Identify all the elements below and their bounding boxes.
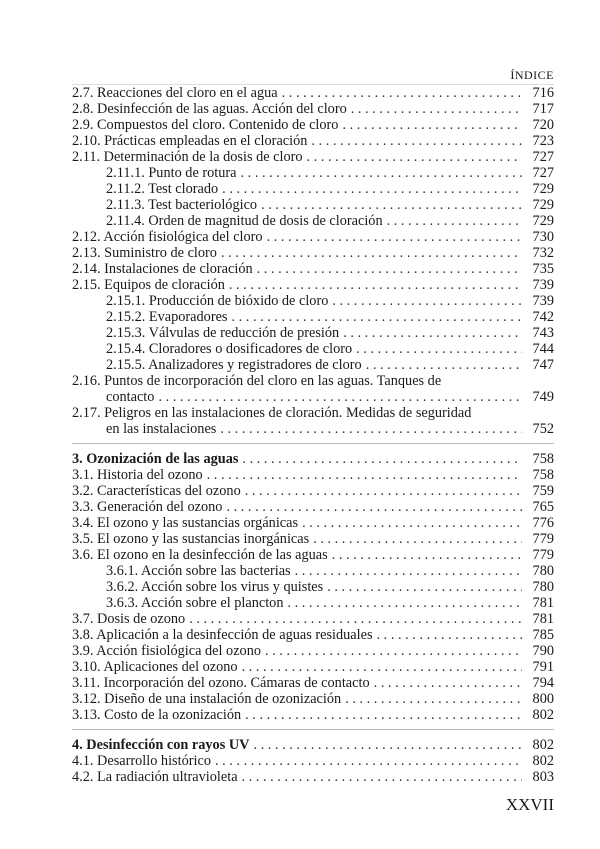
toc-line [72, 389, 554, 405]
entry-title: 3.9. Acción fisiológica del ozono [72, 643, 261, 659]
toc-line [72, 149, 554, 165]
entry-page-number: 752 [532, 421, 554, 437]
dot-leader [332, 293, 522, 309]
dot-leader [374, 675, 522, 691]
entry-page-number: 803 [532, 769, 554, 785]
entry-title: 2.15.5. Analizadores y registradores de cloro [106, 357, 362, 373]
toc-entry[interactable] [72, 197, 554, 213]
toc-line [72, 341, 554, 357]
toc-entry[interactable] [72, 579, 554, 595]
entry-title: en las instalaciones [106, 421, 217, 437]
toc-line [72, 261, 554, 277]
toc-entry[interactable] [72, 293, 554, 309]
toc-line [72, 659, 554, 675]
entry-title: 3.6.1. Acción sobre las bacterias [106, 563, 291, 579]
toc-line [72, 595, 554, 611]
entry-title: 3.4. El ozono y las sustancias orgánicas [72, 515, 299, 531]
toc-line [72, 325, 554, 341]
toc-entry[interactable] [72, 277, 554, 293]
entry-page-number: 802 [532, 707, 554, 723]
dot-leader [220, 421, 522, 437]
toc-line [72, 627, 554, 643]
dot-leader [282, 85, 522, 101]
toc-line [72, 277, 554, 293]
entry-title: 2.11. Determinación de la dosis de cloro [72, 149, 303, 165]
entry-title: 2.11.1. Punto de rotura [106, 165, 237, 181]
entry-page-number: 739 [532, 277, 554, 293]
dot-leader [351, 101, 522, 117]
toc-line [72, 85, 554, 101]
dot-leader [313, 531, 522, 547]
toc-entry[interactable] [72, 675, 554, 691]
toc-entry[interactable] [72, 483, 554, 499]
toc-line [72, 309, 554, 325]
toc-line [72, 499, 554, 515]
toc-entry[interactable] [72, 547, 554, 563]
toc-entry[interactable] [72, 325, 554, 341]
entry-title: contacto [106, 389, 155, 405]
entry-title: 2.11.3. Test bacteriológico [106, 197, 258, 213]
dot-leader [242, 769, 522, 785]
dot-leader [302, 515, 522, 531]
entry-title: 3.12. Diseño de una instalación de ozonización [72, 691, 342, 707]
dot-leader [377, 627, 522, 643]
toc-entry[interactable] [72, 85, 554, 101]
toc-entry[interactable] [72, 117, 554, 133]
entry-title: 3.6.2. Acción sobre los virus y quistes [106, 579, 324, 595]
dot-leader [265, 643, 522, 659]
toc-entry[interactable] [72, 245, 554, 261]
toc-line [72, 691, 554, 707]
entry-title: 2.15.2. Evaporadores [106, 309, 228, 325]
toc-section-group [72, 729, 554, 785]
dot-leader [295, 563, 522, 579]
entry-page-number: 779 [532, 531, 554, 547]
toc-section-group [72, 443, 554, 723]
toc-line [72, 467, 554, 483]
entry-title: 3.6. El ozono en la desinfección de las aguas [72, 547, 328, 563]
toc-line [72, 737, 554, 753]
toc-entry[interactable] [72, 707, 554, 723]
entry-title: 2.17. Peligros en las instalaciones de cloración. Medidas de seguridad [72, 405, 472, 421]
entry-page-number: 791 [532, 659, 554, 675]
dot-leader [222, 181, 522, 197]
toc-entry[interactable] [72, 643, 554, 659]
entry-page-number: 794 [532, 675, 554, 691]
toc-entry[interactable] [72, 149, 554, 165]
entry-title: 3.11. Incorporación del ozono. Cámaras de contacto [72, 675, 370, 691]
toc-line [72, 515, 554, 531]
entry-page-number: 729 [532, 181, 554, 197]
toc-entry[interactable] [72, 373, 554, 405]
toc-line [72, 245, 554, 261]
dot-leader [257, 261, 522, 277]
toc-line [72, 117, 554, 133]
dot-leader [215, 753, 522, 769]
dot-leader [345, 691, 522, 707]
entry-page-number: 758 [532, 451, 554, 467]
toc-entry[interactable] [72, 769, 554, 785]
entry-page-number: 727 [532, 149, 554, 165]
toc-entry[interactable] [72, 341, 554, 357]
toc-line [72, 753, 554, 769]
entry-title: 3.13. Costo de la ozonización [72, 707, 242, 723]
entry-title: 3.6.3. Acción sobre el plancton [106, 595, 284, 611]
dot-leader [229, 277, 522, 293]
toc-line [72, 547, 554, 563]
entry-title: 2.15.1. Producción de bióxido de cloro [106, 293, 329, 309]
toc-line [72, 293, 554, 309]
entry-page-number: 732 [532, 245, 554, 261]
dot-leader [342, 117, 522, 133]
entry-title: 3. Ozonización de las aguas [72, 451, 239, 467]
dot-leader [343, 325, 522, 341]
entry-title: 4.1. Desarrollo histórico [72, 753, 211, 769]
dot-leader [261, 197, 522, 213]
dot-leader [327, 579, 522, 595]
entry-page-number: 781 [532, 611, 554, 627]
entry-page-number: 758 [532, 467, 554, 483]
toc-line [72, 611, 554, 627]
toc-entry[interactable] [72, 181, 554, 197]
toc-entry[interactable] [72, 357, 554, 373]
dot-leader [207, 467, 522, 483]
toc-line [72, 213, 554, 229]
toc-entry[interactable] [72, 405, 554, 437]
toc-line [72, 563, 554, 579]
toc-line [72, 133, 554, 149]
dot-leader [221, 245, 522, 261]
dot-leader [311, 133, 522, 149]
toc-line [72, 769, 554, 785]
toc-line [72, 531, 554, 547]
entry-title: 3.7. Dosis de ozono [72, 611, 186, 627]
entry-page-number: 790 [532, 643, 554, 659]
entry-page-number: 747 [532, 357, 554, 373]
entry-title: 3.1. Historia del ozono [72, 467, 203, 483]
toc-entry[interactable] [72, 563, 554, 579]
toc-line [72, 405, 554, 421]
toc-entry[interactable] [72, 595, 554, 611]
entry-page-number: 716 [532, 85, 554, 101]
entry-title: 2.15. Equipos de cloración [72, 277, 225, 293]
toc-line [72, 101, 554, 117]
toc-entry[interactable] [72, 753, 554, 769]
entry-title: 2.9. Compuestos del cloro. Contenido de cloro [72, 117, 339, 133]
toc-line [72, 579, 554, 595]
toc-line [72, 181, 554, 197]
entry-title: 3.2. Características del ozono [72, 483, 241, 499]
dot-leader [307, 149, 522, 165]
dot-leader [158, 389, 522, 405]
dot-leader [242, 451, 522, 467]
entry-page-number: 729 [532, 213, 554, 229]
entry-page-number: 739 [532, 293, 554, 309]
toc-line [72, 165, 554, 181]
toc-entry[interactable] [72, 101, 554, 117]
toc-section-group [72, 84, 554, 437]
entry-page-number: 735 [532, 261, 554, 277]
entry-title: 3.8. Aplicación a la desinfección de aguas residuales [72, 627, 373, 643]
entry-page-number: 785 [532, 627, 554, 643]
entry-page-number: 729 [532, 197, 554, 213]
entry-page-number: 781 [532, 595, 554, 611]
entry-page-number: 780 [532, 579, 554, 595]
dot-leader [245, 483, 522, 499]
entry-page-number: 765 [532, 499, 554, 515]
toc-entry[interactable] [72, 261, 554, 277]
entry-title: 2.7. Reacciones del cloro en el agua [72, 85, 278, 101]
entry-title: 3.3. Generación del ozono [72, 499, 223, 515]
dot-leader [226, 499, 522, 515]
entry-page-number: 742 [532, 309, 554, 325]
entry-title: 2.14. Instalaciones de cloración [72, 261, 253, 277]
entry-title: 2.12. Acción fisiológica del cloro [72, 229, 263, 245]
toc-entry[interactable] [72, 627, 554, 643]
toc-line [72, 357, 554, 373]
entry-title: 2.11.2. Test clorado [106, 181, 219, 197]
dot-leader [287, 595, 522, 611]
toc-entry[interactable] [72, 309, 554, 325]
toc-entry[interactable] [72, 133, 554, 149]
toc-entry[interactable] [72, 531, 554, 547]
entry-page-number: 749 [532, 389, 554, 405]
entry-title: 2.15.4. Cloradores o dosificadores de cloro [106, 341, 353, 357]
dot-leader [241, 165, 522, 181]
entry-title: 2.8. Desinfección de las aguas. Acción del cloro [72, 101, 347, 117]
entry-page-number: 780 [532, 563, 554, 579]
entry-title: 3.5. El ozono y las sustancias inorgánicas [72, 531, 310, 547]
toc-entry[interactable] [72, 611, 554, 627]
dot-leader [232, 309, 523, 325]
toc-line [72, 229, 554, 245]
entry-page-number: 800 [532, 691, 554, 707]
entry-page-number: 717 [532, 101, 554, 117]
dot-leader [245, 707, 522, 723]
page-number: XXVII [505, 795, 554, 814]
entry-title: 3.10. Aplicaciones del ozono [72, 659, 238, 675]
entry-page-number: 759 [532, 483, 554, 499]
toc-entry[interactable] [72, 659, 554, 675]
toc-entry[interactable] [72, 515, 554, 531]
dot-leader [366, 357, 522, 373]
entry-title: 4.2. La radiación ultravioleta [72, 769, 238, 785]
table-of-contents [72, 84, 554, 785]
entry-page-number: 744 [532, 341, 554, 357]
entry-page-number: 743 [532, 325, 554, 341]
entry-title: 4. Desinfección con rayos UV [72, 737, 250, 753]
toc-chapter-entry[interactable] [72, 451, 554, 467]
entry-page-number: 802 [532, 737, 554, 753]
toc-line [72, 643, 554, 659]
entry-title: 2.15.3. Válvulas de reducción de presión [106, 325, 340, 341]
entry-page-number: 776 [532, 515, 554, 531]
toc-line [72, 707, 554, 723]
dot-leader [189, 611, 522, 627]
toc-line [72, 675, 554, 691]
entry-title: 2.11.4. Orden de magnitud de dosis de cloración [106, 213, 383, 229]
dot-leader [356, 341, 522, 357]
toc-line [72, 451, 554, 467]
entry-title: 2.16. Puntos de incorporación del cloro en las aguas. Tanques de [72, 373, 442, 389]
dot-leader [267, 229, 522, 245]
toc-entry[interactable] [72, 691, 554, 707]
toc-entry[interactable] [72, 165, 554, 181]
dot-leader [387, 213, 522, 229]
entry-page-number: 723 [532, 133, 554, 149]
entry-page-number: 730 [532, 229, 554, 245]
toc-chapter-entry[interactable] [72, 737, 554, 753]
toc-entry[interactable] [72, 467, 554, 483]
toc-line [72, 483, 554, 499]
running-header: ÍNDICE [510, 68, 554, 82]
toc-line [72, 373, 554, 389]
dot-leader [242, 659, 522, 675]
entry-page-number: 779 [532, 547, 554, 563]
toc-entry[interactable] [72, 213, 554, 229]
toc-entry[interactable] [72, 499, 554, 515]
toc-entry[interactable] [72, 229, 554, 245]
dot-leader [332, 547, 522, 563]
entry-page-number: 727 [532, 165, 554, 181]
dot-leader [254, 737, 523, 753]
entry-title: 2.13. Suministro de cloro [72, 245, 217, 261]
toc-line [72, 421, 554, 437]
entry-title: 2.10. Prácticas empleadas en el cloración [72, 133, 308, 149]
entry-page-number: 720 [532, 117, 554, 133]
toc-line [72, 197, 554, 213]
entry-page-number: 802 [532, 753, 554, 769]
